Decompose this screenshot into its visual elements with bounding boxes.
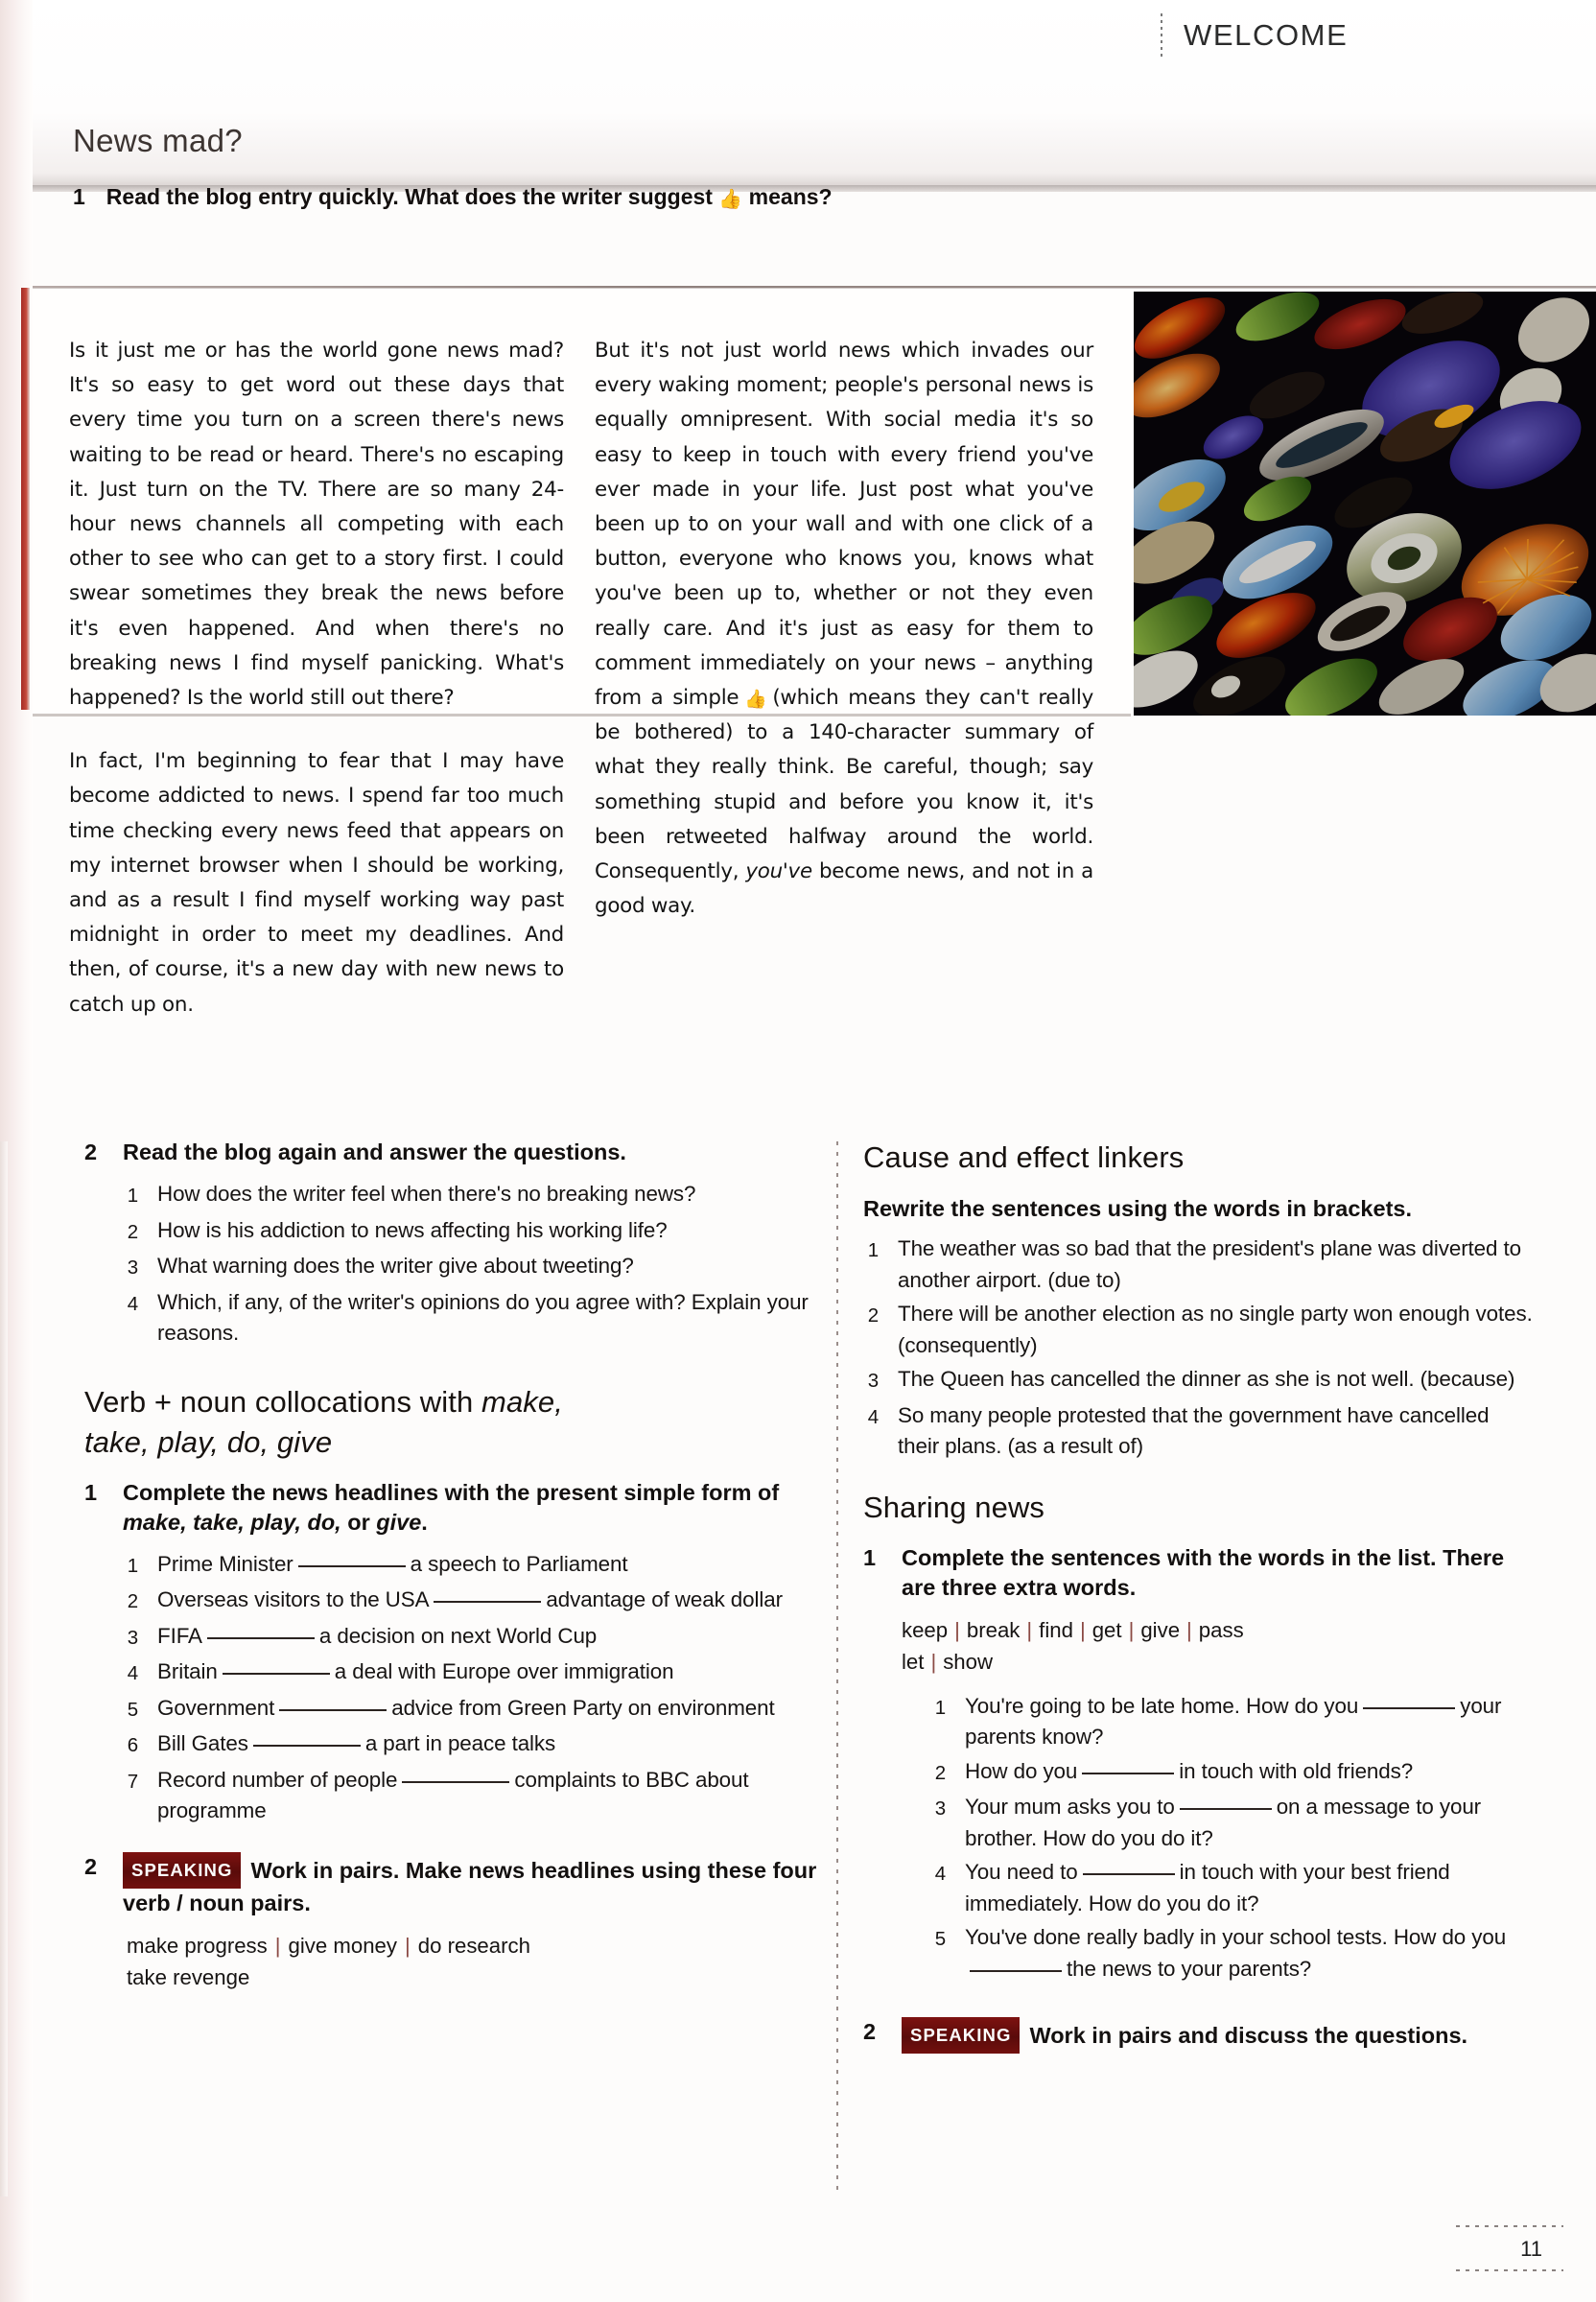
- blog-text-part-1: But it's not just world news which invades our every waking moment; people's personal news is equally omnipresent. With social media it's so easy to keep in touch with every friend you've ever made in your life. Just post what you've been up to on your wall and with one click of a button, everyone who knows you, knows what you've been up to, whether or not they even really care. And it's just as easy for them to comment immediately on your news – anything from a simple: [595, 339, 1093, 711]
- thumbs-up-icon: 👍: [718, 189, 743, 210]
- collocations-title-italic-1: make,: [481, 1384, 563, 1419]
- item-number: 2: [127, 1220, 138, 1243]
- exercise-1-text: [106, 184, 833, 210]
- list-item: [863, 1364, 1535, 1398]
- item-text: [157, 1765, 823, 1827]
- item-number: 3: [867, 1370, 879, 1392]
- headline-list: [123, 1549, 823, 1827]
- item-number: 4: [934, 1863, 946, 1885]
- exercise-number: 2: [863, 2019, 877, 2044]
- exercise-1-text-before: Read the blog entry quickly. What does the writer suggest: [106, 184, 713, 209]
- blog-text-part-2: (which means they can't really be bothered) to a 140-character summary of what they really think. Be careful, though; say something stupid and before you know it, it's been retweeted halfway around the world. Consequently,: [595, 686, 1093, 884]
- item-text: [965, 1857, 1535, 1919]
- list-item: [123, 1656, 823, 1690]
- linkers-section-title: Cause and effect linkers: [863, 1140, 1185, 1174]
- page-number: 11: [1520, 2237, 1542, 2261]
- exercise-2-instruction: Read the blog again and answer the questions.: [123, 1139, 626, 1164]
- exercise-number: 2: [84, 1853, 98, 1879]
- fill-in-blank[interactable]: [1180, 1807, 1272, 1810]
- headline-before: Record number of people: [157, 1767, 398, 1792]
- item-number: 3: [934, 1797, 946, 1820]
- fill-in-blank[interactable]: [253, 1744, 361, 1747]
- item-number: 1: [127, 1185, 138, 1207]
- item-number: 1: [934, 1696, 946, 1719]
- sentence-after: in touch with your best friend immediately. How do you do it?: [965, 1860, 1450, 1915]
- item-text: [157, 1693, 823, 1726]
- sentence-before: You've done really badly in your school tests. How do you: [965, 1925, 1507, 1949]
- fill-in-blank[interactable]: [279, 1708, 387, 1711]
- sentence-after: on a message to your brother. How do you do it?: [965, 1795, 1482, 1850]
- speaking-exercise-heading-left: [84, 1852, 823, 1918]
- list-item: [930, 1756, 1535, 1790]
- headline-before: Britain: [157, 1659, 218, 1683]
- word-bank-item: keep: [902, 1617, 949, 1642]
- headline-after: complaints to BBC about programme: [157, 1767, 749, 1822]
- item-number: 4: [127, 1662, 138, 1684]
- item-number: 1: [867, 1239, 879, 1261]
- thumbs-up-icon: 👍: [739, 689, 773, 711]
- item-text: [965, 1756, 1535, 1790]
- verb-noun-pair-list: [127, 1930, 823, 1993]
- word-separator: |: [954, 1617, 960, 1642]
- exercise-1-number: 1: [73, 184, 85, 209]
- page-left-edge-strip: [0, 1141, 8, 2196]
- footer-rule-bottom: [1456, 2269, 1563, 2271]
- fill-in-blank[interactable]: [223, 1672, 330, 1675]
- word-bank-item: give: [1140, 1617, 1181, 1642]
- list-item: [863, 1299, 1535, 1361]
- list-item: [123, 1179, 823, 1212]
- blog-text-part-3: become news, and not in a good way.: [595, 859, 1093, 919]
- list-item: [123, 1251, 823, 1284]
- sentence-before: You're going to be late home. How do you: [965, 1693, 1359, 1718]
- pair-item: take revenge: [127, 1964, 250, 1989]
- item-text: How is his addiction to news affecting his working life?: [157, 1217, 668, 1242]
- item-text: The Queen has cancelled the dinner as she is not well. (because): [898, 1367, 1515, 1391]
- headline-before: Prime Minister: [157, 1551, 293, 1576]
- item-text: [965, 1792, 1535, 1854]
- item-number: 4: [867, 1405, 879, 1428]
- blog-paragraph: [595, 334, 1093, 924]
- exercise-instruction: [902, 2017, 1467, 2054]
- collocations-section-title: [84, 1382, 823, 1463]
- exercise-2-number: 2: [84, 1139, 98, 1164]
- item-number: 3: [127, 1626, 138, 1649]
- item-text: [157, 1585, 823, 1618]
- item-text: [157, 1549, 823, 1583]
- column-divider: [836, 1141, 838, 2196]
- item-text: [965, 1691, 1535, 1753]
- left-exercise-column: [84, 1138, 823, 1993]
- headline-after: a deal with Europe over immigration: [334, 1659, 674, 1683]
- fill-in-blank[interactable]: [1082, 1772, 1174, 1774]
- page-header: [1161, 13, 1348, 58]
- sentence-after: your parents know?: [965, 1693, 1502, 1749]
- word-separator: |: [1128, 1617, 1135, 1642]
- article-photo: [1134, 292, 1596, 716]
- exercise-instruction: [123, 1478, 823, 1538]
- sentence-after: in touch with old friends?: [1179, 1758, 1414, 1783]
- collocations-title-italic-2: take, play, do, give: [84, 1424, 333, 1459]
- exercise-1-text-after: means?: [748, 184, 833, 209]
- speaking-instruction-text: Work in pairs. Make news headlines using these four verb / noun pairs.: [123, 1857, 817, 1915]
- pair-separator: |: [274, 1933, 281, 1958]
- word-separator: |: [1186, 1617, 1192, 1642]
- fill-in-blank[interactable]: [402, 1780, 509, 1783]
- speaking-exercise-heading-right: [863, 2017, 1535, 2054]
- list-item: [123, 1765, 823, 1827]
- collocations-exercise-1-heading: [84, 1478, 823, 1538]
- headline-before: Overseas visitors to the USA: [157, 1587, 430, 1611]
- list-item: [930, 1922, 1535, 1985]
- list-item: [123, 1287, 823, 1350]
- sentence-after: the news to your parents?: [1067, 1956, 1312, 1981]
- list-item: [123, 1215, 823, 1249]
- exercise-2-question-list: [123, 1179, 823, 1350]
- blog-paragraph: Is it just me or has the world gone news mad? It's so easy to get word out these days that every time you turn on a screen there's news waiting to be read or heard. There's no escaping it. Just turn on the TV. There are so many 24-hour news channels all competing with each other to see who can get to a story first. I could swear sometimes they break the news before it's even happened. And when there's no breaking news I find myself panicking. What's happened? Is the world still out there?: [69, 339, 564, 711]
- item-number: 2: [934, 1761, 946, 1784]
- header-title: WELCOME: [1184, 18, 1349, 52]
- word-bank-item: get: [1091, 1617, 1122, 1642]
- blog-text-column-2: [595, 334, 1093, 924]
- collocations-title-plain: Verb + noun collocations with: [84, 1384, 482, 1419]
- headline-after: advantage of weak dollar: [546, 1587, 783, 1611]
- item-text: What warning does the writer give about tweeting?: [157, 1254, 634, 1278]
- item-text: [157, 1728, 823, 1762]
- fill-in-blank[interactable]: [1363, 1706, 1455, 1709]
- item-number: 6: [127, 1734, 138, 1756]
- sentence-before: How do you: [965, 1758, 1078, 1783]
- item-number: 3: [127, 1257, 138, 1279]
- sharing-section-title: Sharing news: [863, 1490, 1045, 1524]
- item-text: [157, 1656, 823, 1690]
- item-text: Which, if any, of the writer's opinions do you agree with? Explain your reasons.: [157, 1289, 809, 1345]
- instruction-end: .: [421, 1509, 428, 1535]
- item-number: 5: [127, 1698, 138, 1721]
- exercise-instruction: Complete the sentences with the words in the list. There are three extra words.: [902, 1544, 1505, 1600]
- list-item: [930, 1857, 1535, 1919]
- sharing-sentence-list: [930, 1691, 1535, 1985]
- item-text: So many people protested that the government have cancelled their plans. (as a result of): [898, 1402, 1490, 1458]
- item-number: 7: [127, 1770, 138, 1793]
- headline-before: Government: [157, 1695, 275, 1720]
- sharing-exercise-1-heading: [863, 1543, 1535, 1603]
- list-item: [930, 1792, 1535, 1854]
- item-number: 4: [127, 1292, 138, 1315]
- instruction-italic-2: give: [376, 1509, 422, 1535]
- word-bank: [902, 1614, 1535, 1678]
- item-number: 5: [934, 1928, 946, 1950]
- list-item: [863, 1233, 1535, 1296]
- fill-in-blank[interactable]: [970, 1969, 1062, 1972]
- exercise-number: 1: [84, 1479, 98, 1505]
- header-dotted-rule: [1161, 13, 1162, 58]
- headline-after: advice from Green Party on environment: [391, 1695, 775, 1720]
- item-text: How does the writer feel when there's no breaking news?: [157, 1182, 696, 1206]
- sentence-before: You need to: [965, 1860, 1078, 1884]
- word-bank-item: pass: [1198, 1617, 1244, 1642]
- list-item: [123, 1585, 823, 1618]
- instruction-part-2: or: [340, 1509, 377, 1535]
- headline-after: a speech to Parliament: [410, 1551, 628, 1576]
- item-text: The weather was so bad that the president's plane was diverted to another airport. (due to): [898, 1236, 1521, 1292]
- word-separator: |: [1079, 1617, 1086, 1642]
- fill-in-blank[interactable]: [298, 1564, 406, 1567]
- list-item: [123, 1728, 823, 1762]
- list-item: [930, 1691, 1535, 1753]
- fill-in-blank[interactable]: [434, 1600, 541, 1603]
- pair-item: do research: [417, 1933, 530, 1958]
- word-separator: |: [1026, 1617, 1033, 1642]
- headline-before: Bill Gates: [157, 1731, 248, 1755]
- gutter-red-edge: [21, 288, 30, 710]
- fill-in-blank[interactable]: [1083, 1872, 1175, 1875]
- section-title: News mad?: [73, 123, 243, 158]
- fill-in-blank[interactable]: [207, 1636, 315, 1639]
- word-separator: |: [930, 1649, 937, 1674]
- blog-paragraph: In fact, I'm beginning to fear that I may have become addicted to news. I spend far too much time checking every news feed that appears on my internet browser when I should be working, and as a result I find myself working way past midnight in order to meet my deadlines. And then, of course, it's a new day with new news to catch up on.: [69, 749, 564, 1017]
- speaking-badge: SPEAKING: [902, 2017, 1020, 2054]
- right-exercise-column: [863, 1138, 1535, 2065]
- instruction-italic-1: make, take, play, do,: [123, 1509, 341, 1535]
- item-number: 2: [127, 1590, 138, 1612]
- item-number: 2: [867, 1304, 879, 1327]
- word-bank-item: let: [902, 1649, 925, 1674]
- headline-after: a part in peace talks: [364, 1731, 556, 1755]
- headline-after: a decision on next World Cup: [318, 1623, 598, 1648]
- blog-text-column-1: [69, 334, 564, 1022]
- exercise-1-instruction: [73, 184, 833, 210]
- item-text: [965, 1922, 1535, 1985]
- instruction-part-1: Complete the news headlines with the present simple form of: [123, 1479, 780, 1505]
- word-bank-item: break: [966, 1617, 1021, 1642]
- list-item: [123, 1621, 823, 1655]
- pair-item: give money: [288, 1933, 397, 1958]
- footer-rule-top: [1456, 2225, 1563, 2227]
- blog-text-italic: you've: [745, 859, 812, 884]
- exercise-2-heading: [84, 1138, 823, 1167]
- page-top-curl: [0, 0, 1596, 188]
- list-item: [863, 1400, 1535, 1463]
- word-bank-item: show: [943, 1649, 993, 1674]
- sentence-before: Your mum asks you to: [965, 1795, 1175, 1819]
- linkers-list: [863, 1233, 1535, 1463]
- exercise-instruction: [123, 1852, 823, 1918]
- item-text: [157, 1621, 823, 1655]
- item-number: 1: [127, 1554, 138, 1577]
- headline-before: FIFA: [157, 1623, 202, 1648]
- speaking-badge: SPEAKING: [123, 1852, 241, 1889]
- list-item: [123, 1549, 823, 1583]
- speaking-instruction-text: Work in pairs and discuss the questions.: [1029, 2023, 1468, 2048]
- linkers-instruction: Rewrite the sentences using the words in brackets.: [863, 1196, 1412, 1221]
- pair-item: make progress: [127, 1933, 268, 1958]
- list-item: [123, 1693, 823, 1726]
- item-text: There will be another election as no single party won enough votes. (consequently): [898, 1302, 1533, 1357]
- exercise-number: 1: [863, 1544, 877, 1570]
- word-bank-item: find: [1039, 1617, 1073, 1642]
- pair-separator: |: [404, 1933, 411, 1958]
